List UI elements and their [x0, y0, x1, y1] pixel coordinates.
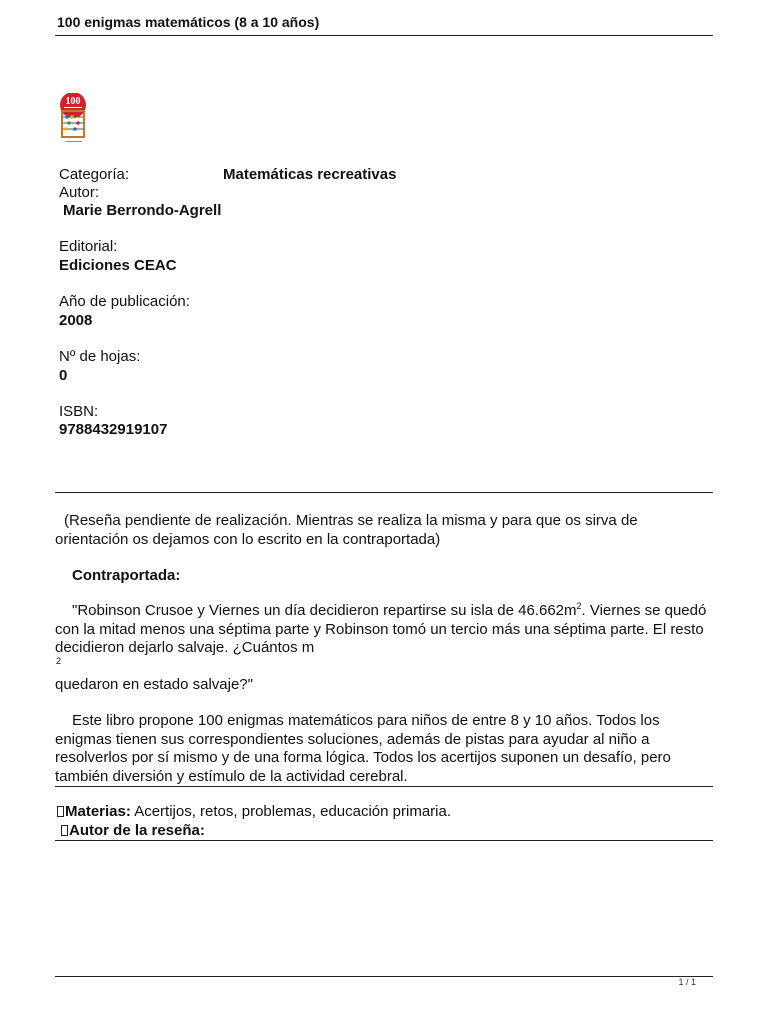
autor-label: Autor:: [59, 184, 100, 201]
hojas-value: 0: [59, 367, 68, 384]
editorial-value: Ediciones CEAC: [59, 257, 177, 274]
contraportada-quote: [55, 602, 715, 658]
book-description: Este libro propone 100 enigmas matemáticos para niños de entre 8 y 10 años. Todos los enigmas tienen sus correspondientes soluciones, además de pistas para ayudar al niño a resolverlos por sí mismo y de una forma lógica. Todos los acertijos suponen un desafío, pero también diversión y estímulo de la actividad cerebral.: [55, 712, 671, 785]
autor-resena-label: Autor de la reseña:: [69, 822, 205, 839]
materias-label: Materias:: [65, 803, 131, 820]
quote-part-1: "Robinson Crusoe y Viernes un día decidieron repartirse su isla de 46.662m: [72, 602, 577, 619]
isbn-value: 9788432919107: [59, 421, 168, 438]
missing-glyph-icon: [61, 825, 68, 836]
description-rule: [55, 786, 713, 787]
missing-glyph-icon: [57, 806, 64, 817]
autor-value: Marie Berrondo-Agrell: [63, 202, 222, 219]
hojas-label: Nº de hojas:: [59, 348, 141, 365]
anio-label: Año de publicación:: [59, 293, 190, 310]
materias-value: Acertijos, retos, problemas, educación primaria.: [134, 803, 452, 820]
book-cover-image: [58, 93, 90, 145]
stray-superscript: 2: [56, 656, 62, 666]
editorial-label: Editorial:: [59, 238, 118, 255]
quote-superscript: 2: [576, 601, 582, 611]
contraportada-heading: Contraportada:: [72, 567, 181, 584]
materias-line: [57, 803, 451, 820]
autor-resena-line: [61, 822, 205, 839]
header-rule: [55, 35, 713, 36]
quote-ending: quedaron en estado salvaje?": [55, 676, 253, 693]
section-rule: [55, 492, 713, 493]
footer-rule: [55, 976, 713, 977]
cover-number: 100: [65, 96, 81, 107]
page-title: 100 enigmas matemáticos (8 a 10 años): [57, 14, 320, 30]
page-number: 1 / 1: [678, 977, 696, 987]
review-intro: (Reseña pendiente de realización. Mientras se realiza la misma y para que os sirva de orientación os dejamos con lo escrito en la contraportada): [55, 512, 638, 548]
categoria-label: Categoría:: [59, 166, 130, 183]
quote-part-2: . Viernes se quedó con la mitad menos una séptima parte y Robinson tomó un tercio más una séptima parte. El resto decidieron dejarlo salvaje. ¿Cuántos m: [55, 602, 707, 656]
anio-value: 2008: [59, 312, 93, 329]
categoria-value: Matemáticas recreativas: [223, 166, 397, 183]
meta-rule: [55, 840, 713, 841]
isbn-label: ISBN:: [59, 403, 99, 420]
